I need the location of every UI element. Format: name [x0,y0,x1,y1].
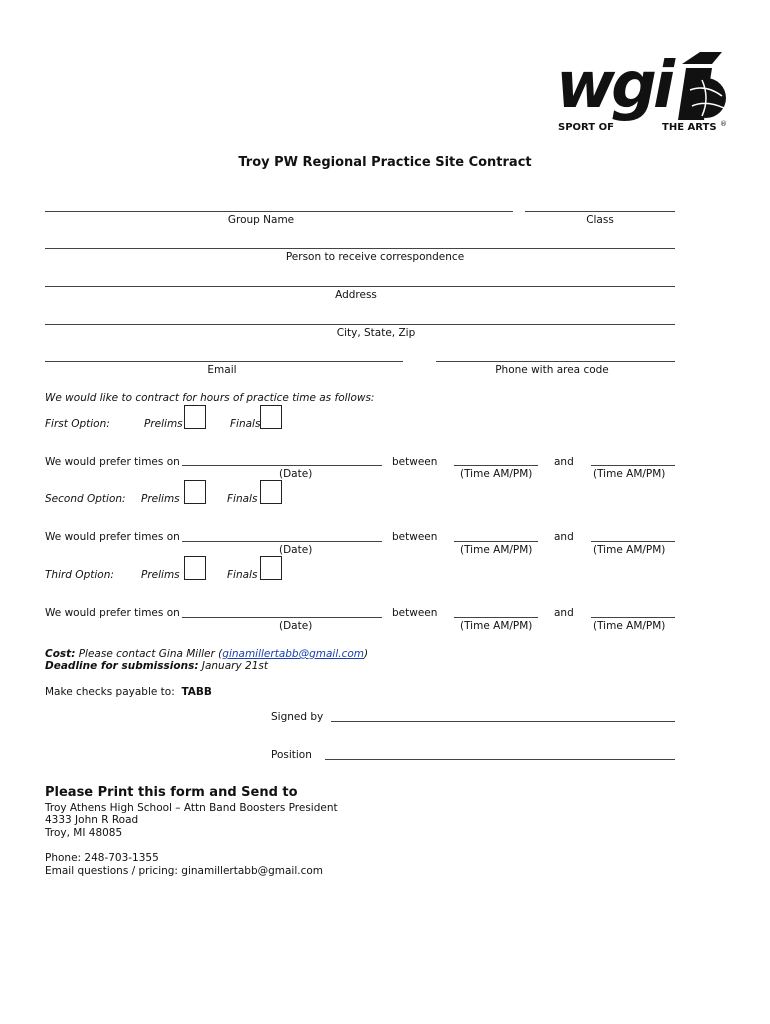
cost-label: Cost: [45,648,76,660]
email-line[interactable] [45,361,403,362]
time-end-line-1[interactable] [591,465,675,466]
time-start-line-2[interactable] [454,541,538,542]
first-prelims-checkbox[interactable] [184,405,206,429]
email-contact: Email questions / pricing: ginamillertabb@gmail.com [45,865,324,877]
logo-flag-graphic [672,50,728,122]
first-finals-checkbox[interactable] [260,405,282,429]
page-title: Troy PW Regional Practice Site Contract [238,155,532,170]
third-option-label: Third Option: [45,569,114,581]
time-end-label-1: (Time AM/PM) [593,468,666,480]
position-label: Position [271,749,312,761]
group-name-line[interactable] [45,211,513,212]
first-finals-label: Finals [230,418,261,430]
deadline-label: Deadline for submissions: [45,660,199,672]
deadline-value: January 21st [198,660,268,672]
date-line-2[interactable] [182,541,382,542]
send-heading: Please Print this form and Send to [45,785,298,800]
class-line[interactable] [525,211,675,212]
cost-line [45,648,368,660]
cost-text-end: ) [364,648,369,660]
second-prelims-label: Prelims [141,493,180,505]
logo-caption-right: THE ARTS [662,122,717,133]
third-finals-checkbox[interactable] [260,556,282,580]
between-1: between [392,456,438,468]
logo-registered-mark: ® [720,120,727,128]
first-prelims-label: Prelims [144,418,183,430]
address-line[interactable] [45,286,675,287]
phone-contact: Phone: 248-703-1355 [45,852,159,864]
wgi-logo [556,44,728,140]
city-line[interactable] [45,324,675,325]
time-start-label-1: (Time AM/PM) [460,468,533,480]
checks-label: Make checks payable to: [45,686,175,698]
person-line[interactable] [45,248,675,249]
and-2: and [554,531,574,543]
position-line[interactable] [325,759,675,760]
city-label: City, State, Zip [336,327,416,339]
date-line-3[interactable] [182,617,382,618]
time-end-line-2[interactable] [591,541,675,542]
logo-wordmark: wgi [556,49,671,123]
date-line-1[interactable] [182,465,382,466]
and-1: and [554,456,574,468]
phone-line[interactable] [436,361,675,362]
deadline-line [45,660,268,672]
time-start-label-3: (Time AM/PM) [460,620,533,632]
first-option-label: First Option: [45,418,110,430]
time-start-label-2: (Time AM/PM) [460,544,533,556]
third-finals-label: Finals [227,569,258,581]
person-label: Person to receive correspondence [285,251,465,263]
intro-text: We would like to contract for hours of practice time as follows: [45,392,375,404]
second-prelims-checkbox[interactable] [184,480,206,504]
and-3: and [554,607,574,619]
time-end-line-3[interactable] [591,617,675,618]
send-line-1: Troy Athens High School – Attn Band Boosters President [45,802,338,814]
second-finals-checkbox[interactable] [260,480,282,504]
second-finals-label: Finals [227,493,258,505]
cost-text: Please contact Gina Miller ( [75,648,223,660]
date-label-3: (Date) [279,620,313,632]
time-end-label-3: (Time AM/PM) [593,620,666,632]
signed-by-line[interactable] [331,721,675,722]
date-label-2: (Date) [279,544,313,556]
between-2: between [392,531,438,543]
prefer-text-3: We would prefer times on [45,607,180,619]
checks-value: TABB [181,686,212,698]
phone-label: Phone with area code [495,364,609,376]
third-prelims-checkbox[interactable] [184,556,206,580]
cost-email-link[interactable]: ginamillertabb@gmail.com [222,648,365,660]
prefer-text-1: We would prefer times on [45,456,180,468]
class-label: Class [586,214,614,226]
third-prelims-label: Prelims [141,569,180,581]
signed-by-label: Signed by [271,711,324,723]
second-option-label: Second Option: [45,493,126,505]
time-start-line-3[interactable] [454,617,538,618]
date-label-1: (Date) [279,468,313,480]
address-label: Address [335,289,377,301]
send-line-3: Troy, MI 48085 [45,827,123,839]
send-line-2: 4333 John R Road [45,814,139,826]
checks-line [45,686,212,698]
time-start-line-1[interactable] [454,465,538,466]
between-3: between [392,607,438,619]
logo-caption-left: SPORT OF [558,122,614,133]
time-end-label-2: (Time AM/PM) [593,544,666,556]
prefer-text-2: We would prefer times on [45,531,180,543]
group-name-label: Group Name [227,214,295,226]
email-label: Email [207,364,237,376]
